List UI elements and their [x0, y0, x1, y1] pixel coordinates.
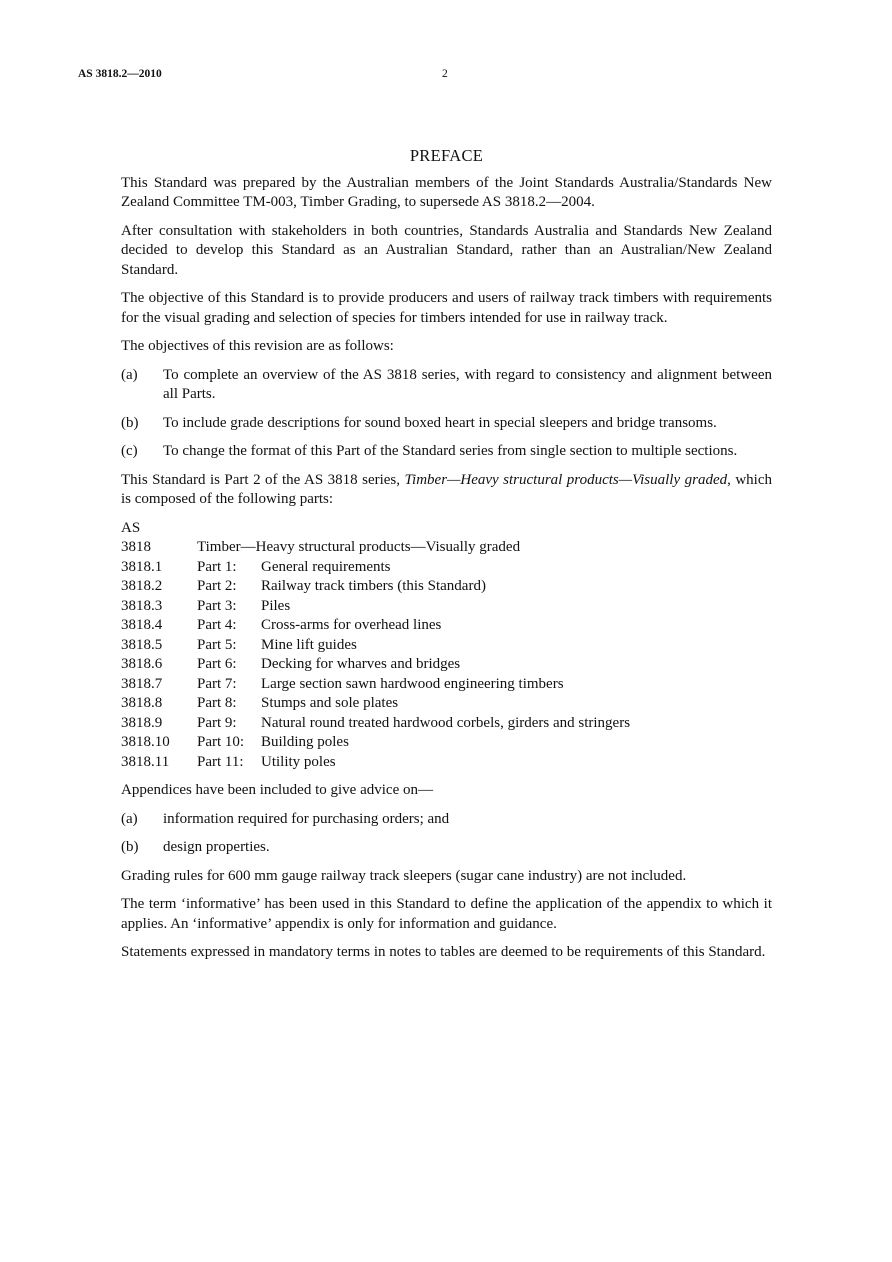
page-number: 2: [442, 68, 448, 80]
list-text: To change the format of this Part of the Standard series from single section to multiple sections.: [163, 443, 738, 459]
part-row: [121, 538, 772, 558]
parts-list: [121, 519, 772, 773]
paragraph-consultation: After consultation with stakeholders in both countries, Standards Australia and Standards New Zealand decided to develop this Standard as an Australian Standard, rather than an Australian/New Zealand Standard.: [121, 222, 772, 278]
part-label: Part 9:: [197, 714, 237, 731]
part-number: 3818.9: [121, 714, 163, 731]
paragraph-series: [121, 471, 772, 510]
part-title: Building poles: [261, 734, 349, 750]
part-title: Decking for wharves and bridges: [261, 656, 461, 672]
part-label: Part 8:: [197, 695, 237, 711]
part-row: [121, 675, 772, 695]
part-label: Part 10:: [197, 734, 245, 750]
part-row: [121, 577, 772, 597]
list-item: [121, 810, 772, 830]
part-label: Part 2:: [197, 578, 237, 594]
running-header: [78, 68, 818, 84]
part-number: 3818.3: [121, 597, 163, 614]
part-title: Mine lift guides: [261, 636, 357, 653]
part-row: [121, 733, 772, 753]
series-text-post: , which is composed of the following parts:: [121, 471, 772, 507]
part-number: 3818.5: [121, 636, 163, 653]
list-text: To complete an overview of the AS 3818 series, with regard to consistency and alignment between all Parts.: [163, 366, 772, 402]
list-marker: (c): [121, 443, 138, 459]
part-number: 3818.2: [121, 578, 163, 594]
list-marker: (b): [121, 839, 139, 855]
part-label: Part 5:: [197, 636, 237, 653]
series-text-pre: This Standard is Part 2 of the AS 3818 series,: [121, 471, 405, 488]
part-label: Part 11:: [197, 753, 244, 770]
part-label: Part 7:: [197, 675, 237, 692]
part-row: [121, 597, 772, 617]
part-title: Utility poles: [261, 753, 336, 770]
list-item: [121, 366, 772, 405]
part-label: Part 4:: [197, 617, 237, 633]
list-marker: (a): [121, 810, 138, 827]
part-number: 3818.10: [121, 734, 170, 750]
series-title: Timber—Heavy structural products—Visually graded: [404, 471, 728, 488]
list-text: To include grade descriptions for sound boxed heart in special sleepers and bridge transoms.: [163, 414, 717, 431]
paragraph-informative: The term ‘informative’ has been used in this Standard to define the application of the appendix to which it applies. An ‘informative’ appendix is only for information and guidance.: [121, 896, 772, 932]
part-number: 3818.7: [121, 675, 163, 692]
paragraph-revision-intro: The objectives of this revision are as follows:: [121, 338, 394, 354]
part-label: Part 3:: [197, 597, 237, 614]
part-row: [121, 655, 772, 675]
part-number: 3818.4: [121, 617, 163, 633]
part-label: Timber—Heavy structural products—Visually graded: [197, 539, 521, 555]
part-row: [121, 558, 772, 578]
part-title: General requirements: [261, 558, 391, 575]
part-number: 3818.8: [121, 695, 163, 711]
list-item: [121, 838, 772, 858]
page-title: PREFACE: [409, 146, 484, 165]
paragraph-objective: The objective of this Standard is to provide producers and users of railway track timbers with requirements for the visual grading and selection of species for timbers intended for use in railway track.: [121, 290, 772, 326]
standard-code: AS 3818.2—2010: [78, 68, 162, 80]
list-text: design properties.: [163, 839, 270, 855]
list-text: information required for purchasing orders; and: [163, 810, 450, 827]
document-body: [121, 146, 772, 972]
part-number: 3818.11: [121, 753, 170, 770]
part-row: [121, 636, 772, 656]
part-row: [121, 753, 772, 773]
part-title: Stumps and sole plates: [261, 695, 399, 711]
part-row: [121, 616, 772, 636]
part-label: Part 6:: [197, 656, 237, 672]
parts-header-label: AS: [121, 519, 141, 536]
part-row: [121, 714, 772, 734]
paragraph-prepared-by: This Standard was prepared by the Australian members of the Joint Standards Australia/Standards New Zealand Committee TM-003, Timber Grading, to supersede AS 3818.2—2004.: [121, 174, 772, 210]
list-marker: (a): [121, 366, 138, 383]
list-item: [121, 414, 772, 434]
paragraph-appendices-intro: Appendices have been included to give advice on—: [121, 782, 433, 798]
part-number: 3818.6: [121, 656, 163, 672]
parts-list-header: [121, 519, 772, 539]
part-number: 3818.1: [121, 558, 163, 575]
list-item: [121, 442, 772, 462]
part-number: 3818: [121, 539, 151, 555]
paragraph-mandatory-statements: Statements expressed in mandatory terms in notes to tables are deemed to be requirements of this Standard.: [121, 944, 766, 960]
part-title: Cross-arms for overhead lines: [261, 617, 442, 633]
list-marker: (b): [121, 414, 139, 431]
paragraph-grading-rules: Grading rules for 600 mm gauge railway track sleepers (sugar cane industry) are not included.: [121, 867, 687, 884]
part-row: [121, 694, 772, 714]
part-title: Piles: [261, 597, 291, 614]
part-title: Railway track timbers (this Standard): [261, 578, 486, 594]
part-label: Part 1:: [197, 558, 237, 575]
part-title: Natural round treated hardwood corbels, girders and stringers: [261, 714, 631, 731]
part-title: Large section sawn hardwood engineering timbers: [261, 675, 564, 692]
